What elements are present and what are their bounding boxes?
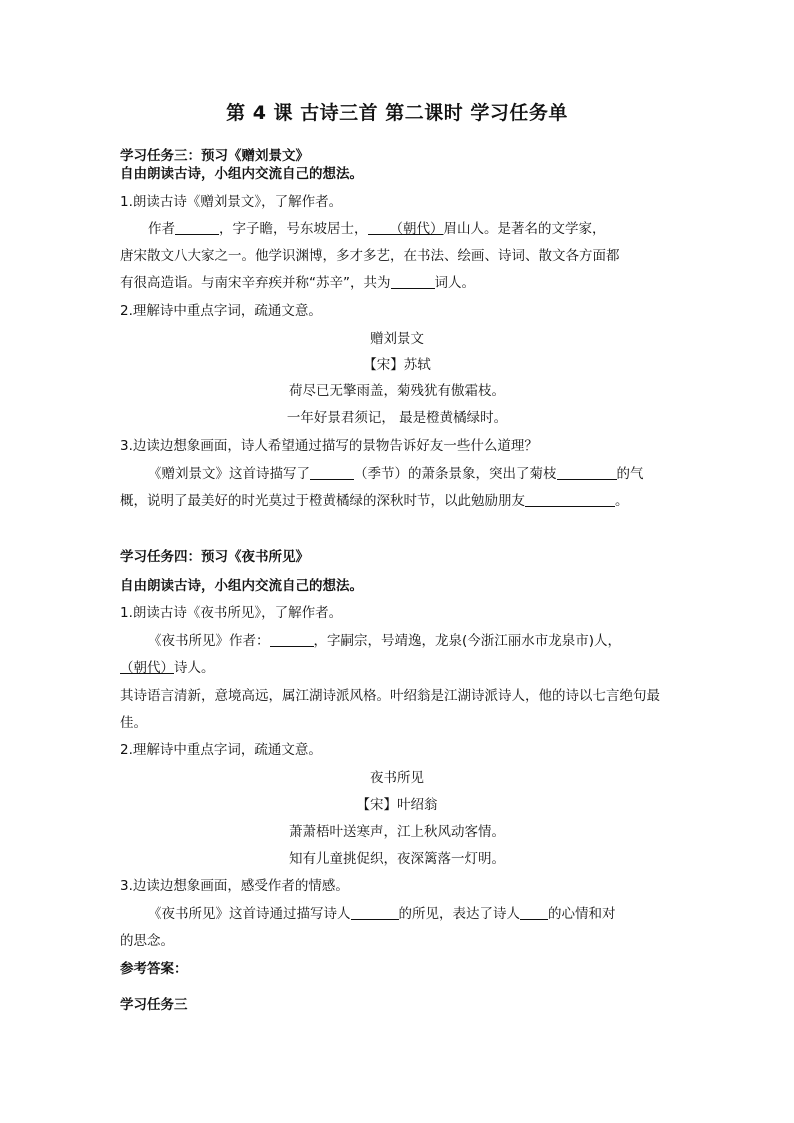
- poem-line: 知有儿童挑促织，夜深篱落一灯明。: [289, 851, 505, 867]
- task4-author-paragraph-line3: 其诗语言清新，意境高远，属江湖诗派风格。叶绍翁是江湖诗派诗人，他的诗以七言绝句最: [120, 688, 660, 704]
- task4-question-3: 3.边读边想象画面，感受作者的情感。: [120, 878, 349, 894]
- page-title: 第 4 课 古诗三首 第二课时 学习任务单: [226, 102, 568, 124]
- task4-author-paragraph-line4: 佳。: [120, 715, 147, 731]
- task4-question-2: 2.理解诗中重点字词，疏通文意。: [120, 742, 322, 758]
- task4-answer-line1: [148, 905, 616, 923]
- text: 诗人。: [174, 660, 215, 676]
- text: 的心情和对: [548, 906, 616, 922]
- poem-line: 一年好景君须记， 最是橙黄橘绿时。: [286, 410, 508, 426]
- fill-blank[interactable]: [520, 905, 548, 920]
- text: 有很高造诣。与南宋辛弃疾并称“苏辛”，共为: [120, 275, 391, 291]
- text: 。: [615, 493, 629, 509]
- text: ，字嗣宗，号靖逸，龙泉(今浙江丽水市龙泉市)人，: [313, 633, 622, 649]
- task3-question-1: 1.朗读古诗《赠刘景文》，了解作者。: [120, 194, 343, 210]
- task3-answer-line2: [120, 492, 629, 510]
- poem-author: 【宋】苏轼: [363, 357, 431, 373]
- task4-question-1: 1.朗读古诗《夜书所见》，了解作者。: [120, 605, 343, 621]
- text: 作者: [148, 221, 175, 237]
- text: 概，说明了最美好的时光莫过于橙黄橘绿的深秋时节，以此勉励朋友: [120, 493, 525, 509]
- task3-author-paragraph-line2: 唐宋散文八大家之一。他学识渊博，多才多艺，在书法、绘画、诗词、散文各方面都: [120, 248, 620, 264]
- task3-author-paragraph-line1: [148, 220, 606, 238]
- poem-author: 【宋】叶绍翁: [356, 797, 438, 813]
- task4-heading: 学习任务四：预习《夜书所见》: [120, 549, 309, 565]
- dynasty-label: （朝代）: [389, 221, 444, 237]
- answers-heading: 参考答案：: [120, 961, 188, 977]
- task3-heading: 学习任务三：预习《赠刘景文》: [120, 148, 309, 164]
- task4-instruction: 自由朗读古诗，小组内交流自己的想法。: [120, 578, 363, 594]
- task3-answer-line1: [148, 465, 644, 483]
- poem-title: 赠刘景文: [370, 331, 424, 347]
- season-label: （季节）: [354, 466, 408, 482]
- fill-blank[interactable]: [368, 220, 390, 235]
- fill-blank[interactable]: [557, 465, 617, 480]
- task4-author-paragraph-line1: [148, 632, 621, 650]
- dynasty-label: （朝代）: [120, 660, 174, 676]
- text: 词人。: [434, 275, 475, 291]
- fill-blank[interactable]: [270, 632, 314, 647]
- text: 《夜书所见》作者：: [148, 633, 270, 649]
- text: 的气: [616, 466, 644, 482]
- text: 眉山人。是著名的文学家，: [443, 221, 606, 237]
- poem-line: 萧萧梧叶送寒声，江上秋风动客情。: [289, 824, 505, 840]
- task3-author-paragraph-line3: [120, 274, 475, 292]
- task4-author-paragraph-line2: [120, 659, 215, 677]
- text: 的所见，表达了诗人: [398, 906, 520, 922]
- fill-blank[interactable]: [175, 220, 219, 235]
- task3-question-3: 3.边读边想象画面，诗人希望通过描写的景物告诉好友一些什么道理？: [120, 438, 538, 454]
- task3-question-2: 2.理解诗中重点字词，疏通文意。: [120, 303, 322, 319]
- task4-answer-line2: 的思念。: [120, 933, 174, 949]
- fill-blank[interactable]: [310, 465, 354, 480]
- poem-line: 荷尽已无擎雨盖，菊残犹有傲霜枝。: [289, 383, 505, 399]
- fill-blank[interactable]: [351, 905, 399, 920]
- answers-task3-label: 学习任务三: [120, 997, 188, 1013]
- task3-instruction: 自由朗读古诗，小组内交流自己的想法。: [120, 166, 363, 182]
- text: ，字子瞻，号东坡居士，: [219, 221, 368, 237]
- poem-title: 夜书所见: [370, 770, 424, 786]
- text: 《夜书所见》这首诗通过描写诗人: [148, 906, 351, 922]
- fill-blank[interactable]: [391, 274, 435, 289]
- fill-blank[interactable]: [525, 492, 615, 507]
- text: 的萧条景象，突出了菊枝: [408, 466, 557, 482]
- text: 《赠刘景文》这首诗描写了: [148, 466, 310, 482]
